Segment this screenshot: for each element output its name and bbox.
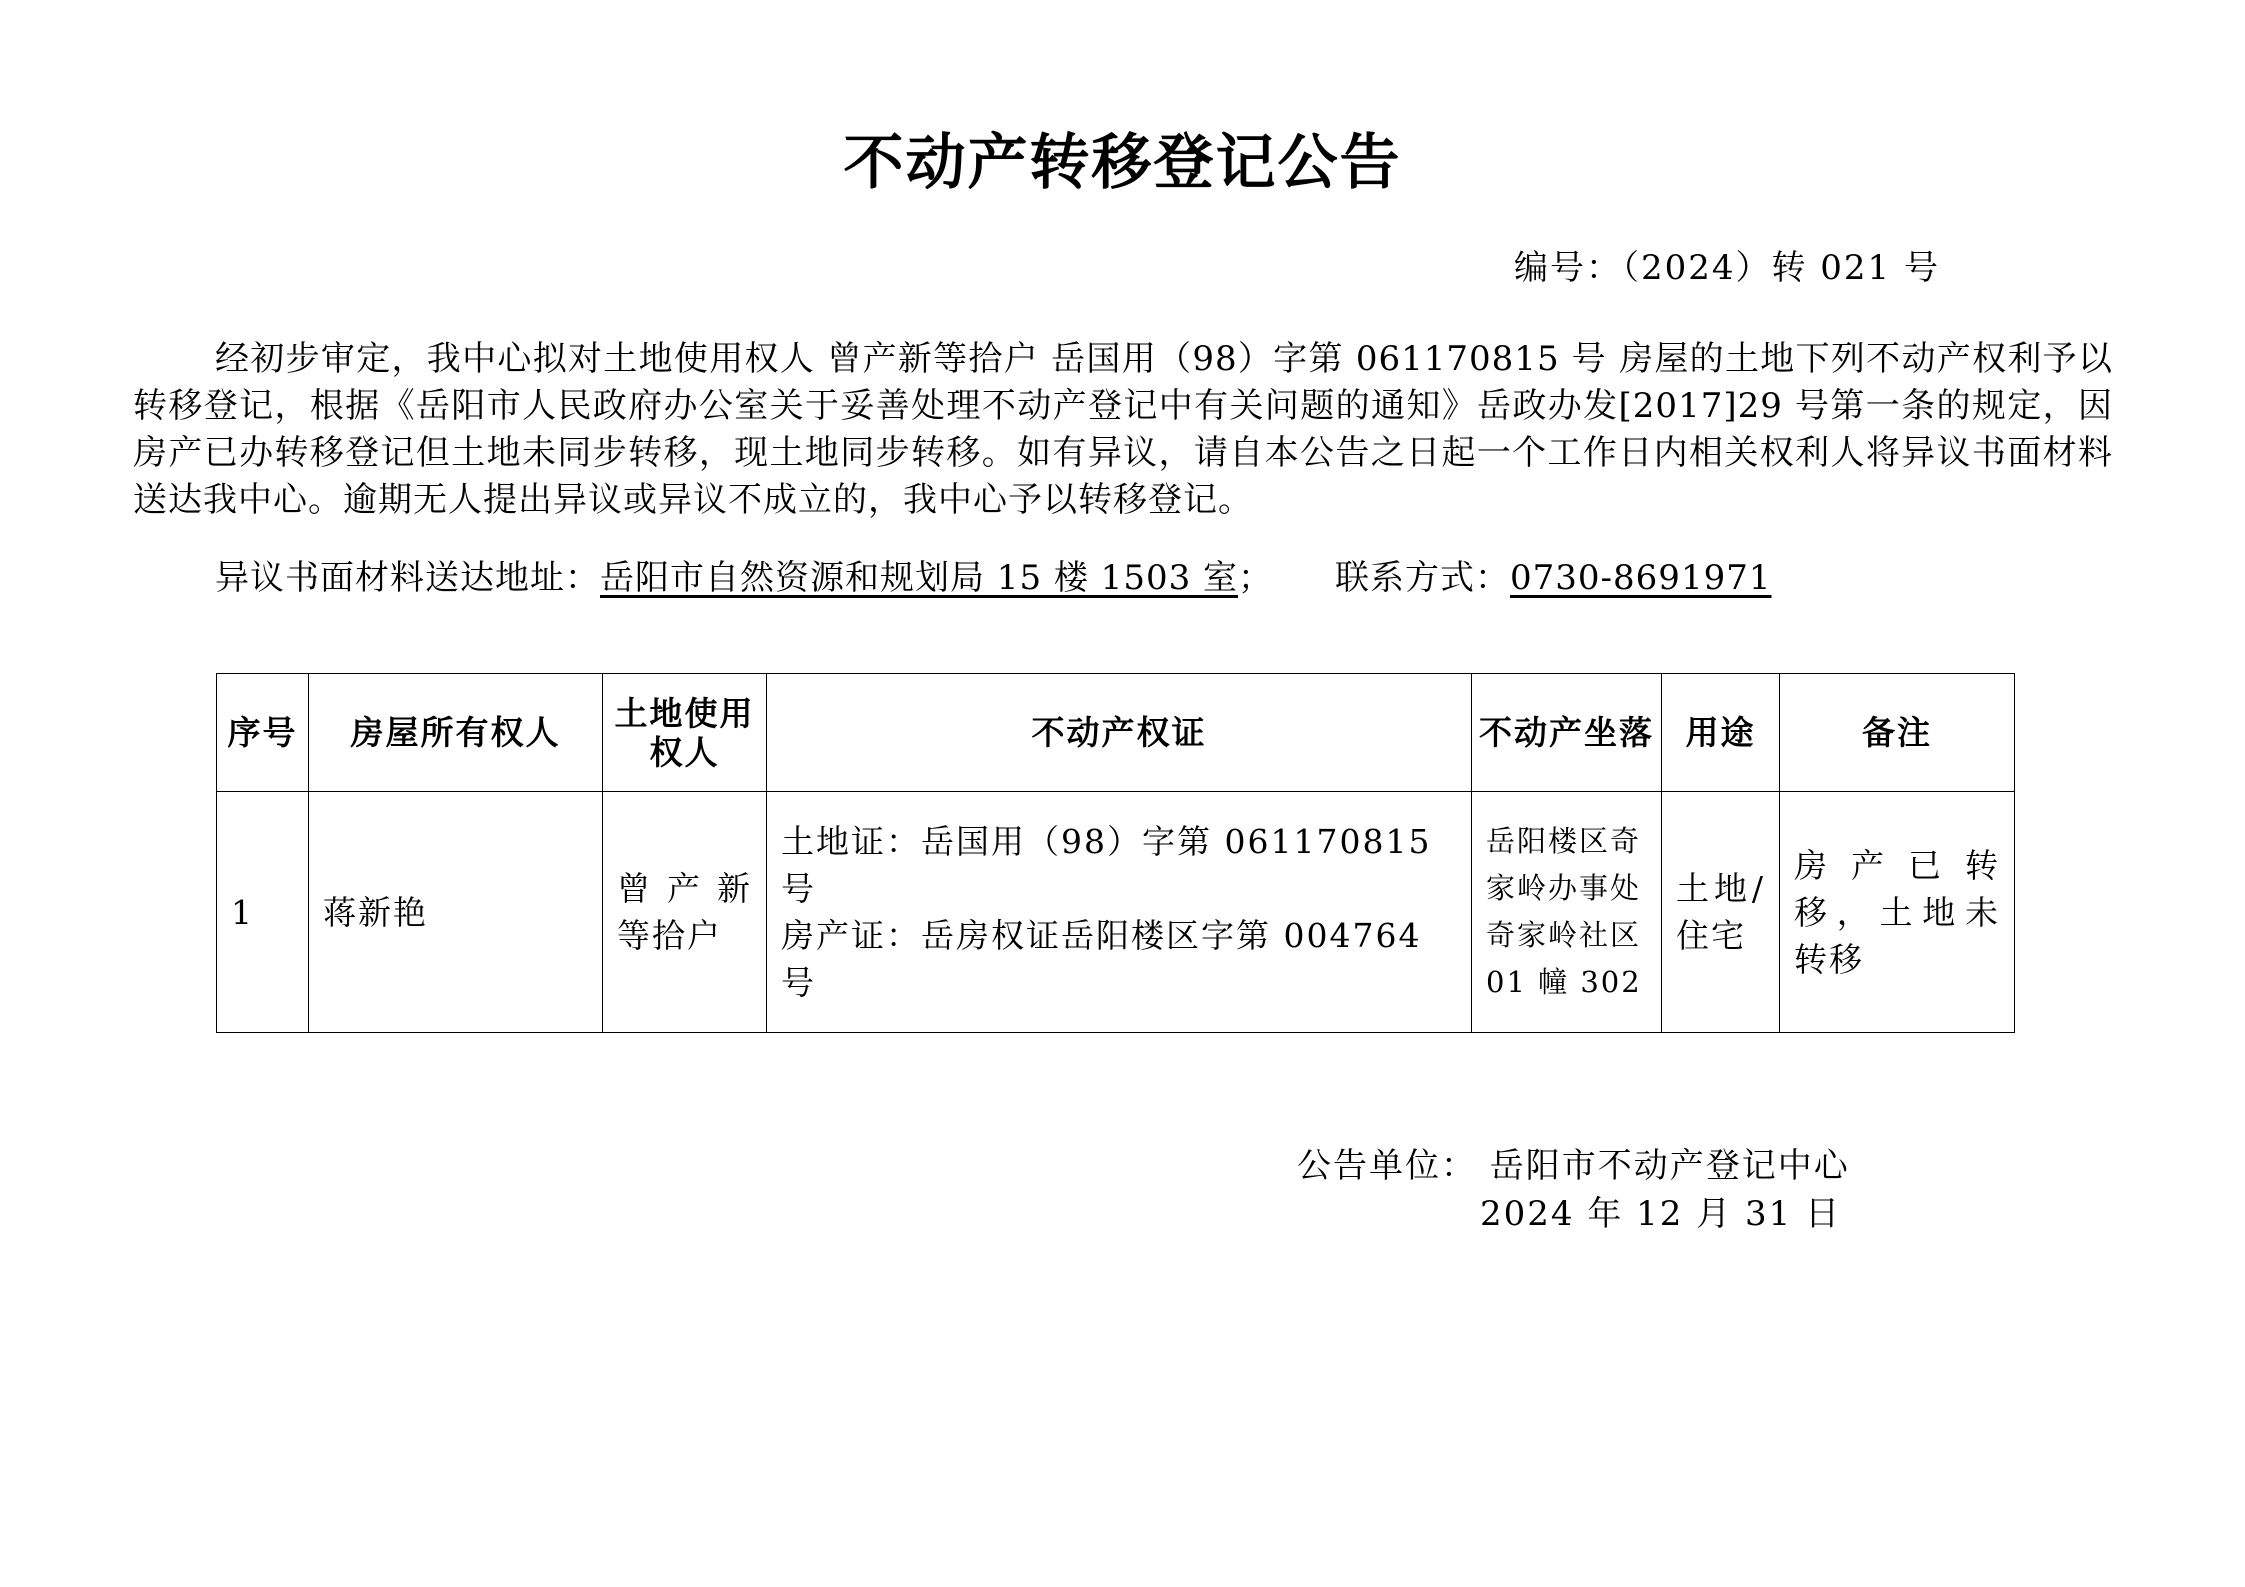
table-header-row [217, 674, 2015, 792]
header-remark: 备注 [1780, 674, 2015, 792]
table-row [217, 792, 2015, 1033]
address-separator: ； [1238, 558, 1274, 598]
cell-cert [767, 792, 1472, 1033]
header-no: 序号 [217, 674, 309, 792]
cell-remark: 房产已转移，土地未转移 [1780, 792, 2015, 1033]
contact-label: 联系方式： [1335, 558, 1511, 598]
cell-usage: 土地/住宅 [1662, 792, 1780, 1033]
objection-address-line [215, 550, 1771, 599]
header-land-user: 土地使用权人 [603, 674, 767, 792]
cell-no: 1 [217, 792, 309, 1033]
cell-land-user: 曾产新等拾户 [603, 792, 767, 1033]
address-value: 岳阳市自然资源和规划局 15 楼 1503 室 [600, 558, 1239, 598]
notice-title: 不动产转移登记公告 [843, 128, 1402, 198]
document-number: 编号：（2024）转 021 号 [1513, 248, 1940, 288]
header-owner: 房屋所有权人 [309, 674, 603, 792]
header-usage: 用途 [1662, 674, 1780, 792]
transfer-records-table [216, 673, 2015, 1033]
header-cert: 不动产权证 [767, 674, 1472, 792]
issuing-unit: 公告单位： 岳阳市不动产登记中心 [1297, 1146, 1850, 1186]
house-certificate: 房产证：岳房权证岳阳楼区字第 004764 号 [781, 916, 1422, 1002]
cell-owner: 蒋新艳 [309, 792, 603, 1033]
notice-body: 经初步审定，我中心拟对土地使用权人 曾产新等拾户 岳国用（98）字第 061170815 号 房屋的土地下列不动产权利予以转移登记，根据《岳阳市人民政府办公室关于妥善处理不动产登记中有关问题的通知》岳政办发[2017]29 号第一条的规定，因房产已办转移登记但土地未同步转移，现土地同步转移。如有异议，请自本公告之日起一个工作日内相关权利人将异议书面材料送达我中心。逾期无人提出异议或异议不成立的，我中心予以转移登记。 [133, 339, 2113, 520]
land-certificate: 土地证：岳国用（98）字第 061170815 号 [781, 822, 1432, 908]
address-label: 异议书面材料送达地址： [215, 558, 600, 598]
contact-value: 0730-8691971 [1510, 558, 1772, 598]
cell-location: 岳阳楼区奇家岭办事处奇家岭社区 01 幢 302 [1472, 792, 1662, 1033]
header-location: 不动产坐落 [1472, 674, 1662, 792]
issue-date: 2024 年 12 月 31 日 [1480, 1194, 1842, 1234]
